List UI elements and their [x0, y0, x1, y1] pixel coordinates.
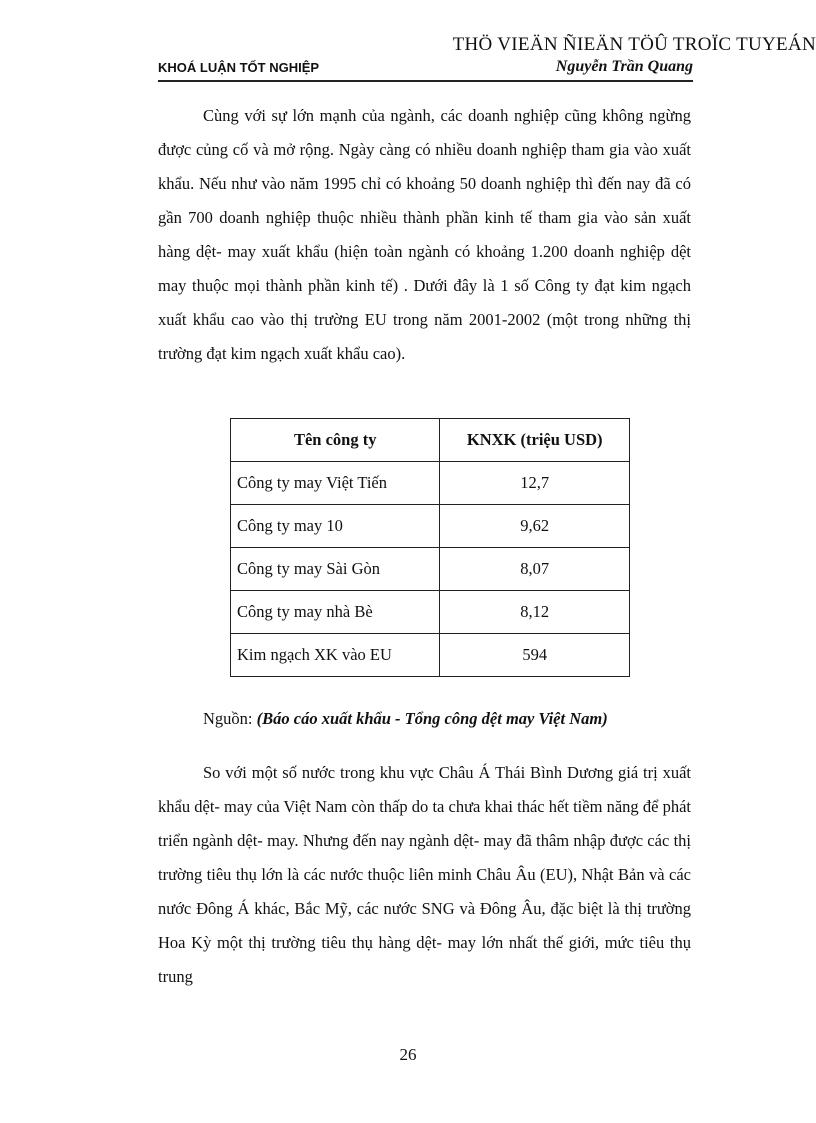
- table-row: [231, 462, 630, 505]
- table-source-note: [203, 709, 608, 729]
- table-cell-value: 8,12: [440, 591, 630, 634]
- table-cell-value: 8,07: [440, 548, 630, 591]
- table-cell-value: 9,62: [440, 505, 630, 548]
- table-cell-company: Công ty may nhà Bè: [231, 591, 440, 634]
- table-row: [231, 591, 630, 634]
- table-cell-company: Công ty may 10: [231, 505, 440, 548]
- table-header-value: KNXK (triệu USD): [440, 419, 630, 462]
- table-cell-company: Công ty may Việt Tiến: [231, 462, 440, 505]
- table-header-company: Tên công ty: [231, 419, 440, 462]
- body-paragraph-1: Cùng với sự lớn mạnh của ngành, các doanh nghiệp cũng không ngừng được củng cố và mở rộng. Ngày càng có nhiều doanh nghiệp tham gia vào xuất khẩu. Nếu như vào năm 1995 chỉ có khoảng 50 doanh nghiệp thì đến nay đã có gần 700 doanh nghiệp thuộc nhiều thành phần kinh tế tham gia vào sản xuất hàng dệt- may xuất khẩu (hiện toàn ngành có khoảng 1.200 doanh nghiệp dệt may thuộc mọi thành phần kinh tế) . Dưới đây là 1 số Công ty đạt kim ngạch xuất khẩu cao vào thị trường EU trong năm 2001-2002 (một trong những thị trường đạt kim ngạch xuất khẩu cao).: [158, 106, 691, 363]
- header-thesis-title: KHOÁ LUẬN TỐT NGHIỆP: [158, 60, 320, 75]
- page-header: [158, 60, 693, 82]
- table-header-row: [231, 419, 630, 462]
- table-row: [231, 505, 630, 548]
- watermark-text: THÖ VIEÄN ÑIEÄN TÖÛ TROÏC TUYEÁN: [452, 34, 816, 55]
- table-cell-company: Công ty may Sài Gòn: [231, 548, 440, 591]
- page-number: 26: [399, 1045, 417, 1064]
- table-cell-value: 594: [440, 634, 630, 677]
- table-row: [231, 634, 630, 677]
- source-title: (Báo cáo xuất khẩu - Tổng công dệt may Việt Nam): [256, 709, 608, 728]
- header-author-name: Nguyễn Trần Quang: [555, 58, 693, 75]
- body-paragraph-2: So với một số nước trong khu vực Châu Á Thái Bình Dương giá trị xuất khẩu dệt- may của Việt Nam còn thấp do ta chưa khai thác hết tiềm năng để phát triển ngành dệt- may. Nhưng đến nay ngành dệt- may đã thâm nhập được các thị trường tiêu thụ lớn là các nước thuộc liên minh Châu Âu (EU), Nhật Bản và các nước Đông Á khác, Bắc Mỹ, các nước SNG và Đông Âu, đặc biệt là thị trường Hoa Kỳ một thị trường tiêu thụ hàng dệt- may lớn nhất thế giới, mức tiêu thụ trung: [158, 763, 691, 986]
- source-prefix: Nguồn:: [203, 709, 257, 728]
- export-table: [230, 418, 630, 677]
- table-row: [231, 548, 630, 591]
- table-cell-company: Kim ngạch XK vào EU: [231, 634, 440, 677]
- table-cell-value: 12,7: [440, 462, 630, 505]
